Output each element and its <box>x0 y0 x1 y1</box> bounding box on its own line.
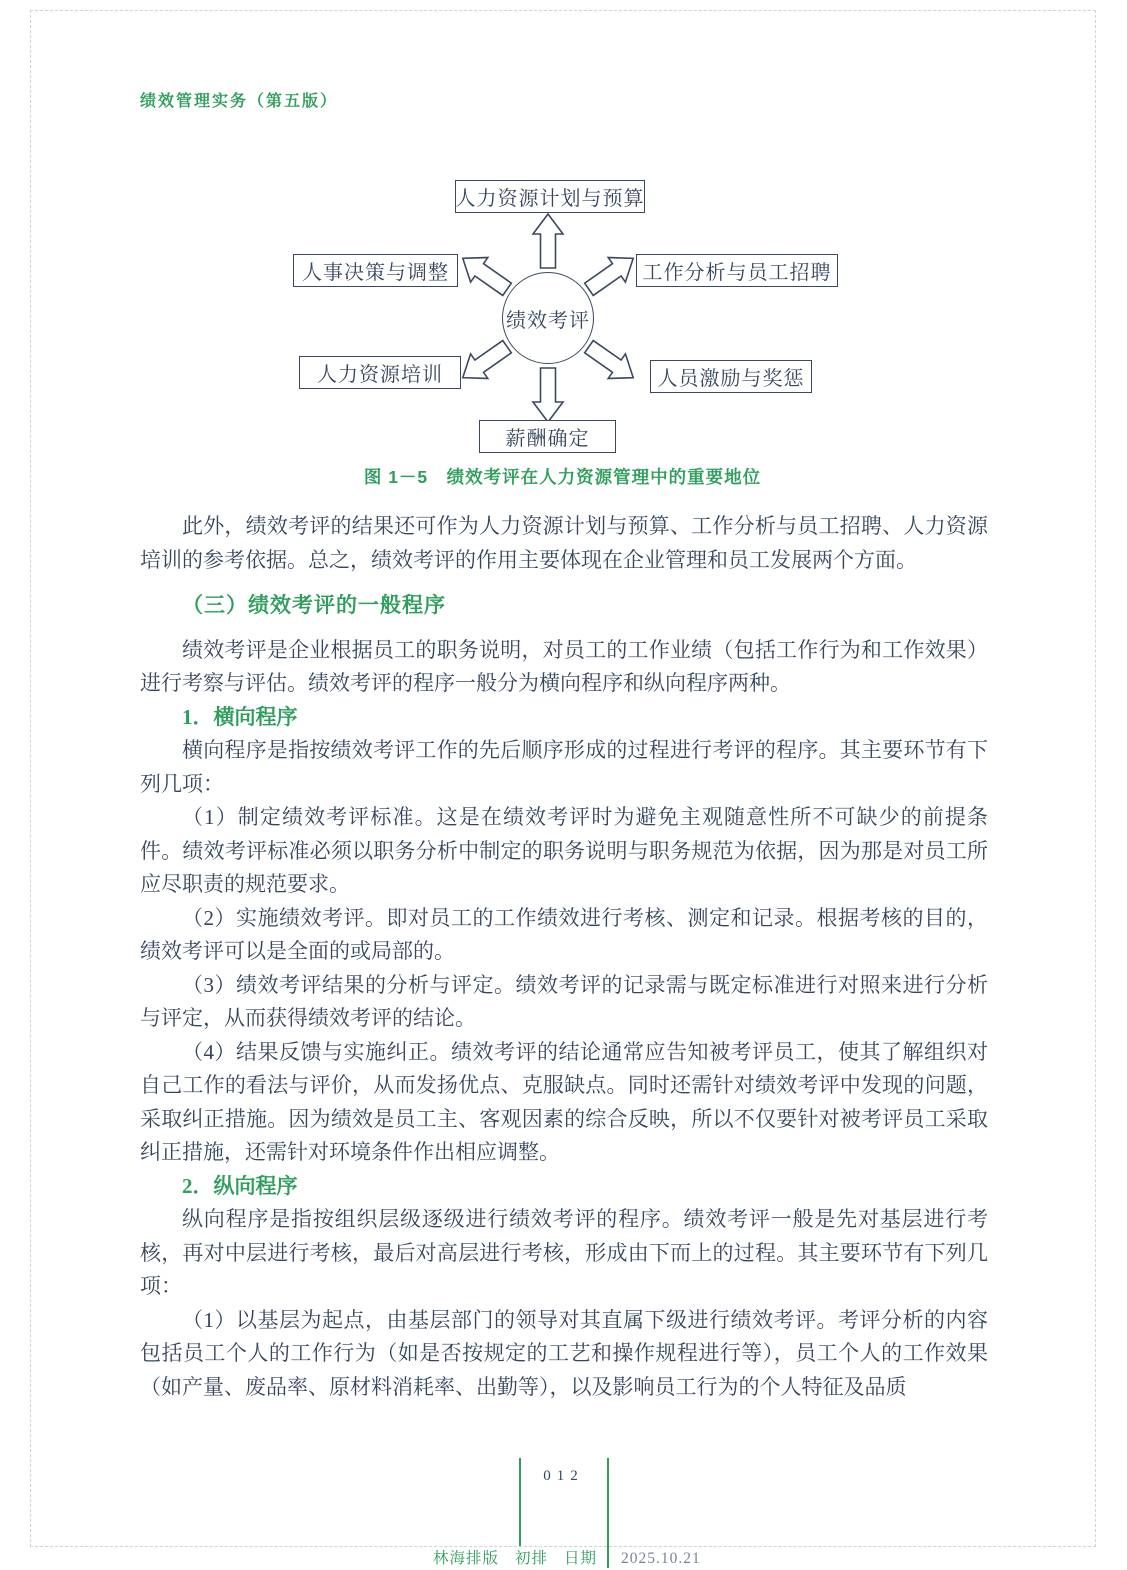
body-text <box>140 510 988 1404</box>
subheading-horizontal-procedure: 1．横向程序 <box>182 704 298 729</box>
figure-node-incentives-rewards: 人员激励与奖惩 <box>650 360 812 393</box>
running-header: 绩效管理实务（第五版） <box>140 93 339 110</box>
paragraph-horizontal-intro: 横向程序是指按绩效考评工作的先后顺序形成的过程进行考评的程序。其主要环节有下列几项： <box>140 738 988 796</box>
list-paragraph-h2: （2）实施绩效考评。即对员工的工作绩效进行考核、测定和记录。根据考核的目的，绩效考评可以是全面的或局部的。 <box>140 905 988 963</box>
figure-node-personnel-decisions: 人事决策与调整 <box>293 254 458 287</box>
figure-node-hr-planning-budget: 人力资源计划与预算 <box>455 180 645 213</box>
paragraph-section-intro: 绩效考评是企业根据员工的职务说明，对员工的工作业绩（包括工作行为和工作效果）进行考察与评估。绩效考评的程序一般分为横向程序和纵向程序两种。 <box>140 637 988 695</box>
figure-node-job-analysis-recruiting: 工作分析与员工招聘 <box>636 254 838 287</box>
footer-typesetter: 林海排版 <box>433 1550 500 1567</box>
paragraph-intro: 此外，绩效考评的结果还可作为人力资源计划与预算、工作分析与员工招聘、人力资源培训的参考依据。总之，绩效考评的作用主要体现在企业管理和员工发展两个方面。 <box>140 514 988 572</box>
figure-center-node: 绩效考评 <box>502 272 594 364</box>
arrow-up-icon <box>533 214 563 268</box>
list-paragraph-v1: （1）以基层为起点，由基层部门的领导对其直属下级进行绩效考评。考评分析的内容包括员工个人的工作行为（如是否按规定的工艺和操作规程进行等），员工个人的工作效果（如产量、废品率、原材料消耗率、出勤等），以及影响员工行为的个人特征及品质 <box>140 1307 988 1399</box>
footer <box>433 1546 701 1568</box>
footer-date-label: 日期 <box>564 1550 598 1567</box>
list-paragraph-h3: （3）绩效考评结果的分析与评定。绩效考评的记录需与既定标准进行对照来进行分析与评定，从而获得绩效考评的结论。 <box>140 972 988 1030</box>
footer-date: 2025.10.21 <box>621 1550 701 1567</box>
paragraph-vertical-intro: 纵向程序是指按组织层级逐级进行绩效考评的程序。绩效考评一般是先对基层进行考核，再对中层进行考核，最后对高层进行考核，形成由下而上的过程。其主要环节有下列几项： <box>140 1207 988 1298</box>
list-paragraph-h4: （4）结果反馈与实施纠正。绩效考评的结论通常应告知被考评员工，使其了解组织对自己工作的看法与评价，从而发扬优点、克服缺点。同时还需针对绩效考评中发现的问题，采取纠正措施。因为绩效是员工主、客观因素的综合反映，所以不仅要针对被考评员工采取纠正措施，还需针对环境条件作出相应调整。 <box>140 1039 988 1164</box>
figure-diagram <box>140 172 985 464</box>
arrow-down-icon <box>533 368 563 422</box>
footer-stage: 初排 <box>515 1550 549 1567</box>
arrow-upper-left-icon <box>454 246 515 302</box>
page-number: 012 <box>543 1468 584 1484</box>
arrow-upper-right-icon <box>580 246 641 302</box>
subheading-vertical-procedure: 2．纵向程序 <box>182 1173 298 1198</box>
figure-caption: 图 1－5 绩效考评在人力资源管理中的重要地位 <box>363 467 762 487</box>
figure-node-compensation: 薪酬确定 <box>479 420 616 453</box>
arrow-lower-left-icon <box>454 334 515 390</box>
figure-node-hr-training: 人力资源培训 <box>299 356 461 389</box>
arrow-lower-right-icon <box>580 334 641 390</box>
section-heading: （三）绩效考评的一般程序 <box>182 594 446 617</box>
list-paragraph-h1: （1）制定绩效考评标准。这是在绩效考评时为避免主观随意性所不可缺少的前提条件。绩效考评标准必须以职务分析中制定的职务说明与职务规范为依据，因为那是对员工所应尽职责的规范要求。 <box>140 805 988 896</box>
